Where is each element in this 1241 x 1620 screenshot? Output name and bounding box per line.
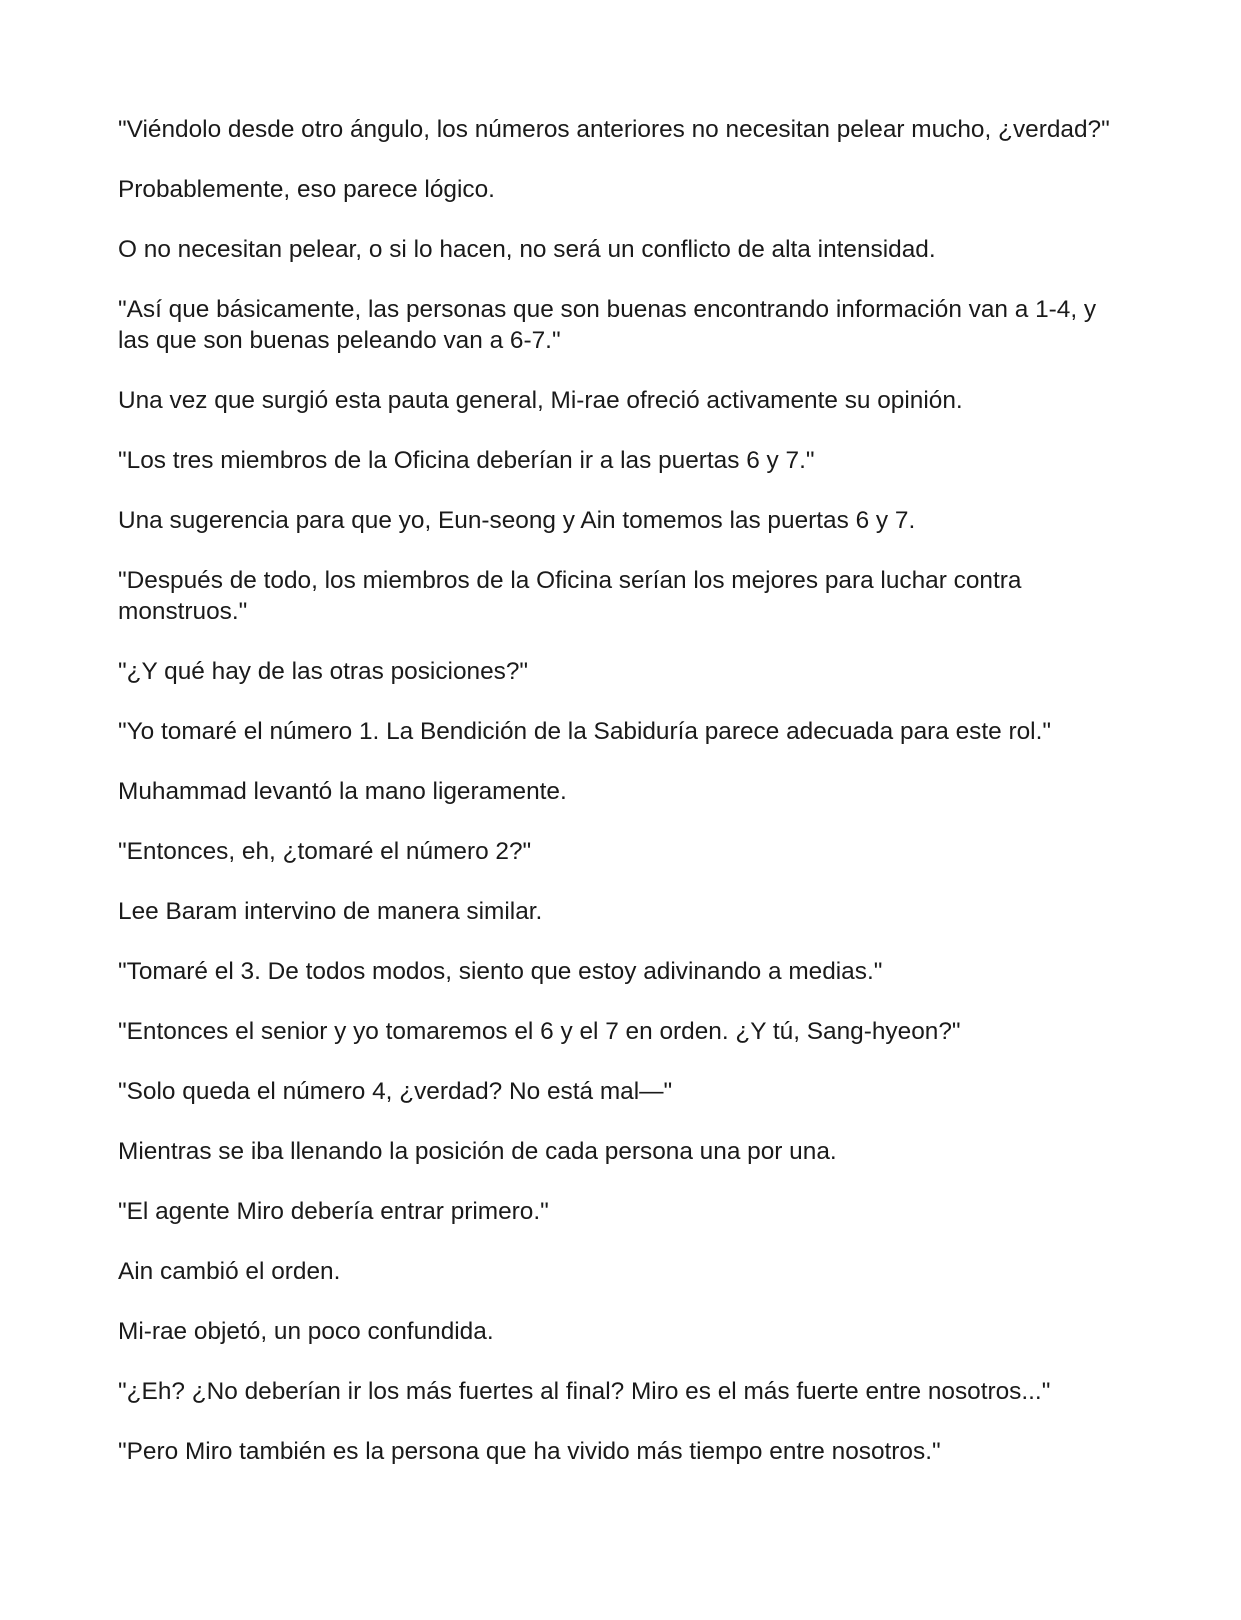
paragraph: Una vez que surgió esta pauta general, Mi-rae ofreció activamente su opinión. [118, 387, 963, 414]
paragraph: Probablemente, eso parece lógico. [118, 176, 495, 203]
paragraph: "Yo tomaré el número 1. La Bendición de la Sabiduría parece adecuada para este rol." [118, 718, 1052, 745]
paragraph: "¿Y qué hay de las otras posiciones?" [118, 658, 529, 685]
paragraph: O no necesitan pelear, o si lo hacen, no será un conflicto de alta intensidad. [118, 236, 936, 263]
paragraph: Muhammad levantó la mano ligeramente. [118, 778, 567, 805]
paragraph: "Tomaré el 3. De todos modos, siento que estoy adivinando a medias." [118, 958, 883, 985]
paragraph: Lee Baram intervino de manera similar. [118, 898, 543, 925]
paragraph: "Entonces el senior y yo tomaremos el 6 y el 7 en orden. ¿Y tú, Sang-hyeon?" [118, 1018, 961, 1045]
paragraph: Mi-rae objetó, un poco confundida. [118, 1318, 494, 1345]
paragraph: "¿Eh? ¿No deberían ir los más fuertes al final? Miro es el más fuerte entre nosotros..." [118, 1378, 1051, 1405]
paragraph: Una sugerencia para que yo, Eun-seong y Ain tomemos las puertas 6 y 7. [118, 507, 916, 534]
paragraph: "Pero Miro también es la persona que ha vivido más tiempo entre nosotros." [118, 1438, 941, 1465]
paragraph: "Después de todo, los miembros de la Oficina serían los mejores para luchar contra monstruos." [118, 567, 1022, 625]
paragraph: Mientras se iba llenando la posición de cada persona una por una. [118, 1138, 837, 1165]
text-column [118, 114, 1128, 1496]
paragraph: "Solo queda el número 4, ¿verdad? No está mal—" [118, 1078, 673, 1105]
paragraph: "Entonces, eh, ¿tomaré el número 2?" [118, 838, 532, 865]
paragraph: "Los tres miembros de la Oficina deberían ir a las puertas 6 y 7." [118, 447, 815, 474]
paragraph: "Así que básicamente, las personas que son buenas encontrando información van a 1-4, y las que son buenas peleando van a 6-7." [118, 296, 1097, 354]
paragraph: Ain cambió el orden. [118, 1258, 341, 1285]
paragraph: "Viéndolo desde otro ángulo, los números anteriores no necesitan pelear mucho, ¿verdad?" [118, 116, 1110, 143]
paragraph: "El agente Miro debería entrar primero." [118, 1198, 549, 1225]
